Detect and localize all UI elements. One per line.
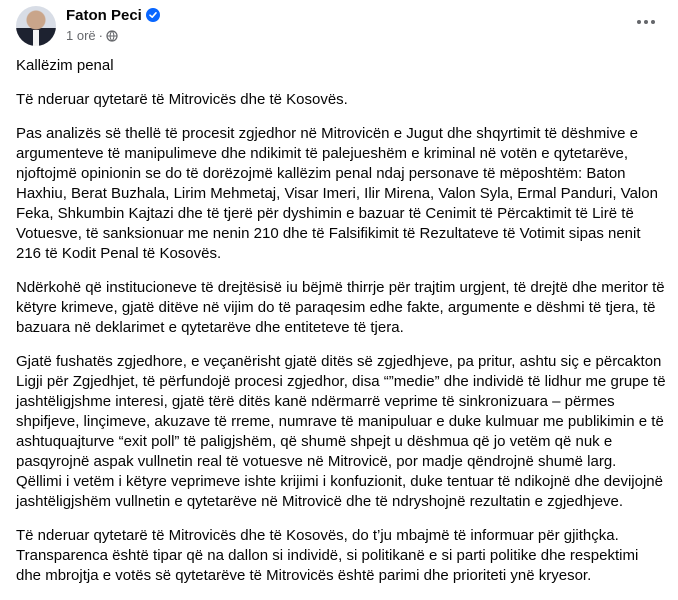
post-meta xyxy=(66,28,118,45)
post-body xyxy=(16,56,666,600)
post-paragraph-closing: Të nderuar qytetarë të Mitrovicës dhe të Kosovës, do t’ju mbajmë të informuar për gjithçka. Transparenca është tipar që na dallon si individë, si politikanë e si parti politike dhe respektimi dhe mbrojtja e votës së qytetarëve të Mitrovicës është parimi dhe prioriteti ynë kryesor. xyxy=(16,527,639,584)
author-name-row xyxy=(66,7,160,24)
post-paragraph-title: Kallëzim penal xyxy=(16,57,114,74)
avatar[interactable] xyxy=(16,6,56,46)
post-paragraph-campaign: Gjatë fushatës zgjedhore, e veçanërisht gjatë ditës së zgjedhjeve, pa pritur, ashtu siç e përcakton Ligji për Zgjedhjet, të përfundojë procesi zgjedhor, disa “”medie” dhe individë të lidhur me grupe të jashtëligjshme interesi, gjatë tërë ditës kanë ndërmarrë veprime të sinkronizuara – përmes shpifjeve, linçimeve, akuzave të rreme, numrave të manipuluar e duke kulmuar me publikimin e të ashtuquajturve “exit poll” të paligjshëm, që shumë shpejt u dëshmua që jo vetëm që nuk e pasqyrojnë aspak vullnetin real të votuesve në Mitrovicë, por madje qëndrojnë shumë larg. Qëllimi i vetëm i këtyre veprimeve ishte krijimi i konfuzionit, duke tentuar të ndikojnë dhe devijojnë jashtëligjshëm vullnetin e qytetarëve në Mitrovicë dhe të ndryshojnë rezultatin e zgjedhjeve. xyxy=(16,353,666,510)
post-paragraph-appeal: Ndërkohë që institucioneve të drejtësisë iu bëjmë thirrje për trajtim urgjent, të drejtë dhe meritor të këtyre krimeve, gjatë ditëve në vijim do të paraqesim edhe fakte, argumente e dëshmi të tjera, të bazuara në deklarimet e qytetarëve dhe entiteteve të tjera. xyxy=(16,279,665,336)
post-header xyxy=(16,6,668,46)
post-paragraph-greeting: Të nderuar qytetarë të Mitrovicës dhe të Kosovës. xyxy=(16,91,348,108)
more-options-icon[interactable] xyxy=(632,12,660,32)
meta-separator: · xyxy=(98,28,103,43)
author-name[interactable]: Faton Peci xyxy=(66,7,142,24)
post-paragraph-announcement: Pas analizës së thellë të procesit zgjedhor në Mitrovicën e Jugut dhe shqyrtimit të dëshmive e argumenteve të manipulimeve dhe ndikimit të palejueshëm e kriminal në votën e qytetarëve, njoftojmë opinionin se do të dorëzojmë kallëzim penal ndaj personave të mëposhtëm: Baton Haxhiu, Berat Buzhala, Lirim Mehmetaj, Visar Imeri, Ilir Mirena, Valon Syla, Ermal Panduri, Valon Feka, Shkumbin Kajtazi dhe të tjerë për dyshimin e bazuar të Cenimit të Përcaktimit të Lirë të Votuesve, të sanksionuar me nenin 210 dhe të Falsifikimit të Rezultateve të Votimit sipas nenit 216 të Kodit Penal të Kosovës. xyxy=(16,125,658,262)
globe-icon[interactable] xyxy=(106,30,118,45)
post-timestamp[interactable]: 1 orë xyxy=(66,28,96,43)
verified-badge-icon xyxy=(146,8,160,22)
